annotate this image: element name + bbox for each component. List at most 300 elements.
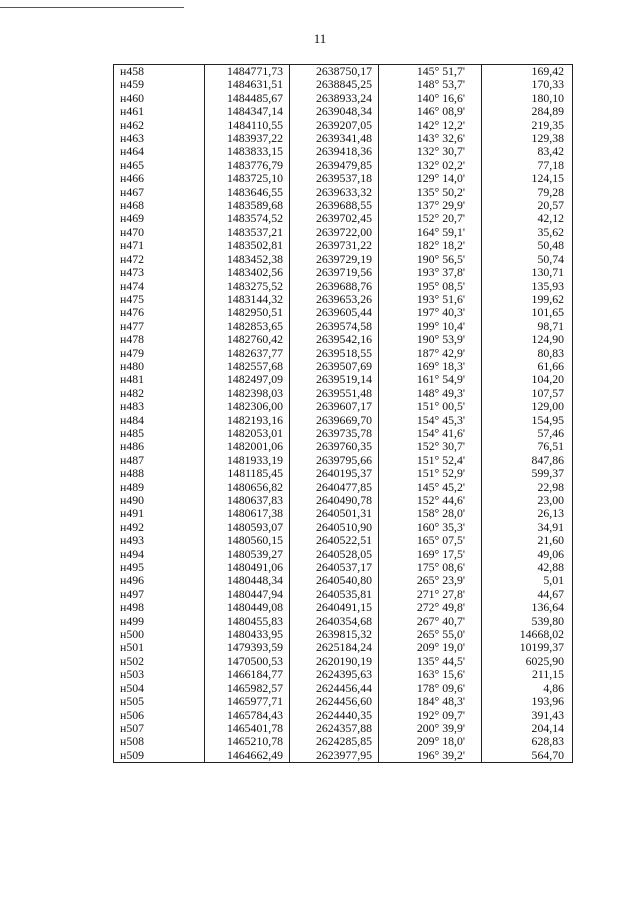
direction-angle-cell: 158° 28,0' [379,507,482,520]
x-coordinate-cell: 1483502,81 [205,239,290,252]
table-row [114,293,573,306]
y-coordinate-cell: 2639760,35 [290,440,379,453]
y-coordinate-cell: 2639341,48 [290,132,379,145]
direction-angle-cell: 142° 12,2' [379,119,482,132]
table-row [114,668,573,681]
table-row [114,145,573,158]
y-coordinate-cell: 2639551,48 [290,387,379,400]
distance-cell: 35,62 [482,226,573,239]
y-coordinate-cell: 2639418,36 [290,145,379,158]
direction-angle-cell: 195° 08,5' [379,280,482,293]
point-id-cell: н507 [114,722,205,735]
distance-cell: 50,48 [482,239,573,252]
x-coordinate-cell: 1481933,19 [205,454,290,467]
distance-cell: 154,95 [482,414,573,427]
direction-angle-cell: 272° 49,8' [379,601,482,614]
distance-cell: 564,70 [482,749,573,763]
table-row [114,695,573,708]
x-coordinate-cell: 1484485,67 [205,92,290,105]
table-row [114,735,573,748]
distance-cell: 44,67 [482,588,573,601]
direction-angle-cell: 175° 08,6' [379,561,482,574]
x-coordinate-cell: 1480455,83 [205,615,290,628]
y-coordinate-cell: 2639048,34 [290,105,379,118]
direction-angle-cell: 137° 29,9' [379,199,482,212]
table-row [114,132,573,145]
table-row [114,212,573,225]
y-coordinate-cell: 2624440,35 [290,709,379,722]
y-coordinate-cell: 2639633,32 [290,186,379,199]
x-coordinate-cell: 1482853,65 [205,320,290,333]
y-coordinate-cell: 2620190,19 [290,655,379,668]
distance-cell: 170,33 [482,78,573,91]
distance-cell: 129,38 [482,132,573,145]
x-coordinate-cell: 1465210,78 [205,735,290,748]
x-coordinate-cell: 1466184,77 [205,668,290,681]
distance-cell: 204,14 [482,722,573,735]
distance-cell: 628,83 [482,735,573,748]
x-coordinate-cell: 1465401,78 [205,722,290,735]
table-row [114,601,573,614]
distance-cell: 101,65 [482,306,573,319]
point-id-cell: н502 [114,655,205,668]
direction-angle-cell: 192° 09,7' [379,709,482,722]
table-row [114,373,573,386]
direction-angle-cell: 152° 30,7' [379,440,482,453]
x-coordinate-cell: 1480593,07 [205,521,290,534]
coordinates-table [113,64,573,763]
y-coordinate-cell: 2639729,19 [290,253,379,266]
y-coordinate-cell: 2640522,51 [290,534,379,547]
point-id-cell: н474 [114,280,205,293]
point-id-cell: н464 [114,145,205,158]
distance-cell: 6025,90 [482,655,573,668]
distance-cell: 4,86 [482,682,573,695]
point-id-cell: н504 [114,682,205,695]
point-id-cell: н498 [114,601,205,614]
direction-angle-cell: 197° 40,3' [379,306,482,319]
direction-angle-cell: 160° 35,3' [379,521,482,534]
x-coordinate-cell: 1484771,73 [205,65,290,79]
direction-angle-cell: 199° 10,4' [379,320,482,333]
x-coordinate-cell: 1482001,06 [205,440,290,453]
table-row [114,427,573,440]
point-id-cell: н490 [114,494,205,507]
point-id-cell: н482 [114,387,205,400]
point-id-cell: н493 [114,534,205,547]
x-coordinate-cell: 1482950,51 [205,306,290,319]
x-coordinate-cell: 1481185,45 [205,467,290,480]
point-id-cell: н491 [114,507,205,520]
distance-cell: 284,89 [482,105,573,118]
x-coordinate-cell: 1482306,00 [205,400,290,413]
x-coordinate-cell: 1480491,06 [205,561,290,574]
direction-angle-cell: 196° 39,2' [379,749,482,763]
direction-angle-cell: 265° 55,0' [379,628,482,641]
table-row [114,655,573,668]
direction-angle-cell: 271° 27,8' [379,588,482,601]
distance-cell: 847,86 [482,454,573,467]
point-id-cell: н468 [114,199,205,212]
direction-angle-cell: 187° 42,9' [379,347,482,360]
direction-angle-cell: 178° 09,6' [379,682,482,695]
point-id-cell: н509 [114,749,205,763]
direction-angle-cell: 143° 32,6' [379,132,482,145]
distance-cell: 83,42 [482,145,573,158]
x-coordinate-cell: 1482053,01 [205,427,290,440]
distance-cell: 98,71 [482,320,573,333]
point-id-cell: н494 [114,548,205,561]
table-row [114,454,573,467]
distance-cell: 199,62 [482,293,573,306]
point-id-cell: н459 [114,78,205,91]
y-coordinate-cell: 2640501,31 [290,507,379,520]
point-id-cell: н492 [114,521,205,534]
y-coordinate-cell: 2640490,78 [290,494,379,507]
direction-angle-cell: 146° 08,9' [379,105,482,118]
direction-angle-cell: 132° 02,2' [379,159,482,172]
x-coordinate-cell: 1480448,34 [205,574,290,587]
x-coordinate-cell: 1483144,32 [205,293,290,306]
y-coordinate-cell: 2639542,16 [290,333,379,346]
direction-angle-cell: 132° 30,7' [379,145,482,158]
y-coordinate-cell: 2639719,56 [290,266,379,279]
y-coordinate-cell: 2639537,18 [290,172,379,185]
x-coordinate-cell: 1483937,22 [205,132,290,145]
x-coordinate-cell: 1470500,53 [205,655,290,668]
x-coordinate-cell: 1480433,95 [205,628,290,641]
table-row [114,306,573,319]
x-coordinate-cell: 1482193,16 [205,414,290,427]
table-row [114,548,573,561]
direction-angle-cell: 135° 50,2' [379,186,482,199]
direction-angle-cell: 129° 14,0' [379,172,482,185]
point-id-cell: н483 [114,400,205,413]
point-id-cell: н465 [114,159,205,172]
top-rule [0,7,184,8]
coordinates-table-body [114,65,573,763]
point-id-cell: н458 [114,65,205,79]
direction-angle-cell: 154° 41,6' [379,427,482,440]
table-row [114,467,573,480]
point-id-cell: н469 [114,212,205,225]
table-row [114,494,573,507]
distance-cell: 57,46 [482,427,573,440]
y-coordinate-cell: 2638933,24 [290,92,379,105]
direction-angle-cell: 152° 20,7' [379,212,482,225]
table-row [114,400,573,413]
direction-angle-cell: 169° 17,5' [379,548,482,561]
direction-angle-cell: 161° 54,9' [379,373,482,386]
distance-cell: 539,80 [482,615,573,628]
point-id-cell: н485 [114,427,205,440]
table-row [114,387,573,400]
point-id-cell: н489 [114,481,205,494]
y-coordinate-cell: 2640354,68 [290,615,379,628]
x-coordinate-cell: 1480449,08 [205,601,290,614]
y-coordinate-cell: 2640195,37 [290,467,379,480]
point-id-cell: н499 [114,615,205,628]
distance-cell: 599,37 [482,467,573,480]
table-row [114,239,573,252]
point-id-cell: н480 [114,360,205,373]
table-row [114,159,573,172]
y-coordinate-cell: 2624285,85 [290,735,379,748]
table-row [114,347,573,360]
point-id-cell: н460 [114,92,205,105]
x-coordinate-cell: 1483725,10 [205,172,290,185]
x-coordinate-cell: 1480637,83 [205,494,290,507]
y-coordinate-cell: 2623977,95 [290,749,379,763]
table-row [114,749,573,763]
y-coordinate-cell: 2639479,85 [290,159,379,172]
x-coordinate-cell: 1483589,68 [205,199,290,212]
distance-cell: 10199,37 [482,641,573,654]
x-coordinate-cell: 1484110,55 [205,119,290,132]
table-row [114,105,573,118]
y-coordinate-cell: 2639731,22 [290,239,379,252]
x-coordinate-cell: 1483452,38 [205,253,290,266]
point-id-cell: н508 [114,735,205,748]
distance-cell: 20,57 [482,199,573,212]
point-id-cell: н501 [114,641,205,654]
x-coordinate-cell: 1483574,52 [205,212,290,225]
table-row [114,320,573,333]
y-coordinate-cell: 2624456,60 [290,695,379,708]
distance-cell: 124,90 [482,333,573,346]
point-id-cell: н486 [114,440,205,453]
direction-angle-cell: 200° 39,9' [379,722,482,735]
point-id-cell: н466 [114,172,205,185]
point-id-cell: н473 [114,266,205,279]
direction-angle-cell: 145° 51,7' [379,65,482,79]
distance-cell: 49,06 [482,548,573,561]
point-id-cell: н461 [114,105,205,118]
direction-angle-cell: 135° 44,5' [379,655,482,668]
table-row [114,92,573,105]
table-row [114,561,573,574]
direction-angle-cell: 193° 37,8' [379,266,482,279]
y-coordinate-cell: 2639607,17 [290,400,379,413]
direction-angle-cell: 148° 49,3' [379,387,482,400]
distance-cell: 76,51 [482,440,573,453]
table-row [114,414,573,427]
table-row [114,119,573,132]
point-id-cell: н497 [114,588,205,601]
distance-cell: 391,43 [482,709,573,722]
x-coordinate-cell: 1480560,15 [205,534,290,547]
x-coordinate-cell: 1484347,14 [205,105,290,118]
point-id-cell: н471 [114,239,205,252]
table-row [114,615,573,628]
distance-cell: 129,00 [482,400,573,413]
table-row [114,534,573,547]
y-coordinate-cell: 2639653,26 [290,293,379,306]
distance-cell: 21,60 [482,534,573,547]
y-coordinate-cell: 2640528,05 [290,548,379,561]
x-coordinate-cell: 1483833,15 [205,145,290,158]
point-id-cell: н487 [114,454,205,467]
distance-cell: 130,71 [482,266,573,279]
point-id-cell: н503 [114,668,205,681]
x-coordinate-cell: 1480656,82 [205,481,290,494]
point-id-cell: н481 [114,373,205,386]
x-coordinate-cell: 1482557,68 [205,360,290,373]
point-id-cell: н488 [114,467,205,480]
point-id-cell: н477 [114,320,205,333]
y-coordinate-cell: 2624357,88 [290,722,379,735]
table-row [114,507,573,520]
distance-cell: 5,01 [482,574,573,587]
point-id-cell: н479 [114,347,205,360]
direction-angle-cell: 165° 07,5' [379,534,482,547]
page-number: 11 [313,31,327,46]
table-row [114,65,573,79]
distance-cell: 219,35 [482,119,573,132]
table-row [114,172,573,185]
table-row [114,333,573,346]
x-coordinate-cell: 1480617,38 [205,507,290,520]
point-id-cell: н506 [114,709,205,722]
point-id-cell: н484 [114,414,205,427]
direction-angle-cell: 267° 40,7' [379,615,482,628]
direction-angle-cell: 169° 18,3' [379,360,482,373]
direction-angle-cell: 148° 53,7' [379,78,482,91]
point-id-cell: н470 [114,226,205,239]
table-row [114,722,573,735]
point-id-cell: н476 [114,306,205,319]
direction-angle-cell: 151° 52,4' [379,454,482,467]
y-coordinate-cell: 2640540,80 [290,574,379,587]
point-id-cell: н496 [114,574,205,587]
distance-cell: 124,15 [482,172,573,185]
table-row [114,266,573,279]
y-coordinate-cell: 2640535,81 [290,588,379,601]
y-coordinate-cell: 2639574,58 [290,320,379,333]
table-row [114,641,573,654]
y-coordinate-cell: 2639207,05 [290,119,379,132]
point-id-cell: н475 [114,293,205,306]
y-coordinate-cell: 2639519,14 [290,373,379,386]
table-row [114,253,573,266]
y-coordinate-cell: 2625184,24 [290,641,379,654]
y-coordinate-cell: 2639688,55 [290,199,379,212]
x-coordinate-cell: 1479393,59 [205,641,290,654]
distance-cell: 180,10 [482,92,573,105]
x-coordinate-cell: 1483275,52 [205,280,290,293]
direction-angle-cell: 164° 59,1' [379,226,482,239]
x-coordinate-cell: 1465784,43 [205,709,290,722]
direction-angle-cell: 140° 16,6' [379,92,482,105]
table-row [114,574,573,587]
point-id-cell: н467 [114,186,205,199]
y-coordinate-cell: 2624395,63 [290,668,379,681]
table-row [114,628,573,641]
y-coordinate-cell: 2639795,66 [290,454,379,467]
x-coordinate-cell: 1483537,21 [205,226,290,239]
distance-cell: 104,20 [482,373,573,386]
point-id-cell: н463 [114,132,205,145]
distance-cell: 26,13 [482,507,573,520]
direction-angle-cell: 193° 51,6' [379,293,482,306]
table-row [114,78,573,91]
table-row [114,682,573,695]
x-coordinate-cell: 1480447,94 [205,588,290,601]
table-row [114,226,573,239]
distance-cell: 107,57 [482,387,573,400]
point-id-cell: н478 [114,333,205,346]
point-id-cell: н495 [114,561,205,574]
y-coordinate-cell: 2639722,00 [290,226,379,239]
distance-cell: 136,64 [482,601,573,614]
x-coordinate-cell: 1480539,27 [205,548,290,561]
y-coordinate-cell: 2639507,69 [290,360,379,373]
x-coordinate-cell: 1482398,03 [205,387,290,400]
table-row [114,186,573,199]
y-coordinate-cell: 2639669,70 [290,414,379,427]
x-coordinate-cell: 1482760,42 [205,333,290,346]
distance-cell: 79,28 [482,186,573,199]
table-row [114,440,573,453]
x-coordinate-cell: 1464662,49 [205,749,290,763]
distance-cell: 22,98 [482,481,573,494]
table-row [114,360,573,373]
y-coordinate-cell: 2639735,78 [290,427,379,440]
distance-cell: 50,74 [482,253,573,266]
distance-cell: 34,91 [482,521,573,534]
distance-cell: 80,83 [482,347,573,360]
direction-angle-cell: 151° 52,9' [379,467,482,480]
distance-cell: 61,66 [482,360,573,373]
y-coordinate-cell: 2638845,25 [290,78,379,91]
y-coordinate-cell: 2639605,44 [290,306,379,319]
direction-angle-cell: 209° 19,0' [379,641,482,654]
direction-angle-cell: 152° 44,6' [379,494,482,507]
y-coordinate-cell: 2638750,17 [290,65,379,79]
x-coordinate-cell: 1483646,55 [205,186,290,199]
x-coordinate-cell: 1465977,71 [205,695,290,708]
x-coordinate-cell: 1483776,79 [205,159,290,172]
distance-cell: 211,15 [482,668,573,681]
distance-cell: 77,18 [482,159,573,172]
y-coordinate-cell: 2640537,17 [290,561,379,574]
x-coordinate-cell: 1482497,09 [205,373,290,386]
direction-angle-cell: 190° 56,5' [379,253,482,266]
y-coordinate-cell: 2639702,45 [290,212,379,225]
y-coordinate-cell: 2639815,32 [290,628,379,641]
distance-cell: 135,93 [482,280,573,293]
table-row [114,588,573,601]
distance-cell: 42,88 [482,561,573,574]
table-row [114,481,573,494]
table-row [114,280,573,293]
table-row [114,521,573,534]
direction-angle-cell: 184° 48,3' [379,695,482,708]
distance-cell: 169,42 [482,65,573,79]
y-coordinate-cell: 2640477,85 [290,481,379,494]
distance-cell: 193,96 [482,695,573,708]
x-coordinate-cell: 1483402,56 [205,266,290,279]
direction-angle-cell: 209° 18,0' [379,735,482,748]
direction-angle-cell: 265° 23,9' [379,574,482,587]
y-coordinate-cell: 2639688,76 [290,280,379,293]
direction-angle-cell: 190° 53,9' [379,333,482,346]
distance-cell: 42,12 [482,212,573,225]
distance-cell: 14668,02 [482,628,573,641]
table-row [114,709,573,722]
distance-cell: 23,00 [482,494,573,507]
direction-angle-cell: 163° 15,6' [379,668,482,681]
